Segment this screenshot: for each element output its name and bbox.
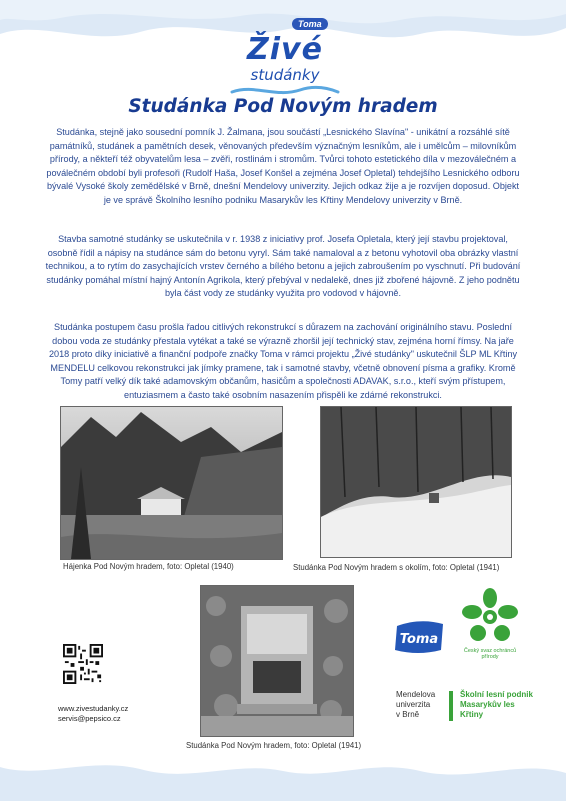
logo-line-zive: Živé: [247, 32, 323, 67]
toma-logo-text: Toma: [399, 632, 439, 647]
caption-lodge: Hájenka Pod Novým hradem, foto: Opletal (1940): [63, 562, 234, 571]
photo-spring-surroundings: [320, 406, 512, 558]
page-title: Studánka Pod Novým hradem: [128, 96, 438, 117]
paragraph-history: Studánka, stejně jako sousední pomník J. Žalmana, jsou součástí „Lesnického Slavína" - unikátní a rozsáhlé sítě památníků, studánek a pamětních desek, věnovaných především význačným lesníkům, ale i umělcům – milovníkům přírody, a někteří též obyvatelům lesa – zvěři, rostlinám i stromům. Tvůrci tohoto estetického díla v mezoválečném a poválečném období byli profesoři (Rudolf Haša, Josef Konšel a zejména Josef Opletal) tehdejšího Lesnického odboru bývalé Vysoké školy zemědělské v Brně, dnešní Mendelovy univerzity. Jejich odkaz žije a je rozvíjen doposud. Objekt je ve správě Školního lesního podniku Masarykův les Křtiny Mendelovy univerzity v Brně.: [46, 127, 520, 205]
website-link[interactable]: www.zivestudanky.cz: [58, 704, 129, 713]
mendelu-mark-icon: [444, 691, 458, 721]
toma-logo: [393, 618, 445, 656]
slp-line-1: Školní lesní podnik: [460, 690, 533, 699]
qr-code[interactable]: [63, 644, 103, 684]
slp-logo: [460, 690, 533, 720]
slp-line-3: Křtiny: [460, 710, 484, 719]
photo-spring-closeup: [200, 585, 354, 737]
contact-info: [58, 704, 128, 724]
bottom-wave-decoration: [0, 753, 566, 801]
caption-spring-surroundings: Studánka Pod Novým hradem s okolím, foto: Opletal (1941): [293, 563, 500, 572]
csop-logo: [460, 586, 520, 666]
mendelu-line-1: Mendelova: [396, 690, 436, 699]
email-link[interactable]: servis@pepsico.cz: [58, 714, 121, 723]
paragraph-construction: Stavba samotné studánky se uskutečnila v r. 1938 z iniciativy prof. Josefa Opletala, který její stavbu projektoval, osobně řídil a nápisy na studánce sám do betonu vyryl. Sám také namaloval a z betonu vyhotovil oba obrázky vlastní technikou, a to rytím do zasychajících vrstev černého a bílého betonu a jejich zabroušením po vyschnutí. Při budování studánky pomáhal místní hajný Antonín Agrikola, který přebýval v nedalekě, dnes již zbořené hájovně. Z jeho podnětu byla část vody ze studánky využita pro vodovod v hájovně.: [45, 234, 521, 298]
logo-line-studanky: studánky: [250, 66, 320, 84]
mendelu-line-3: v Brně: [396, 710, 420, 719]
csop-flower-icon: [460, 586, 520, 646]
csop-name: Český svaz ochránců přírody: [463, 648, 517, 660]
zive-studanky-logo: [222, 18, 348, 92]
slp-line-2: Masarykův les: [460, 700, 515, 709]
caption-spring-closeup: Studánka Pod Novým hradem, foto: Opletal (1941): [186, 741, 362, 750]
mendelu-logo: [396, 690, 435, 720]
mendelu-line-2: univerzita: [396, 700, 431, 709]
toma-badge: Toma: [292, 18, 328, 30]
paragraph-reconstruction: Studánka postupem času prošla řadou citlivých rekonstrukcí s důrazem na zachování originálního stavu. Poslední dobou voda ze studánky přestala vytékat a také se výrazně zhoršil její technický stav, zejména horní římsy. Na jaře 2018 proto díky iniciativě a finanční podpoře značky Toma v rámci projektu „Živé studánky" uskutečnil ŠLP ML Křtiny MENDELU celkovou rekonstrukci jak jímky pramene, tak i samotné stavby, včetně obnovení písma a grafiky. Kromě Tomy patří velký dík také adamovským občanům, hasičům a společnosti ADAVAK, s.r.o., kteří svým přístupem, entuziasmem a často také osobním nasazením přispěli ke zdárné rekonstrukci.: [48, 322, 518, 400]
photo-lodge: [60, 406, 283, 560]
